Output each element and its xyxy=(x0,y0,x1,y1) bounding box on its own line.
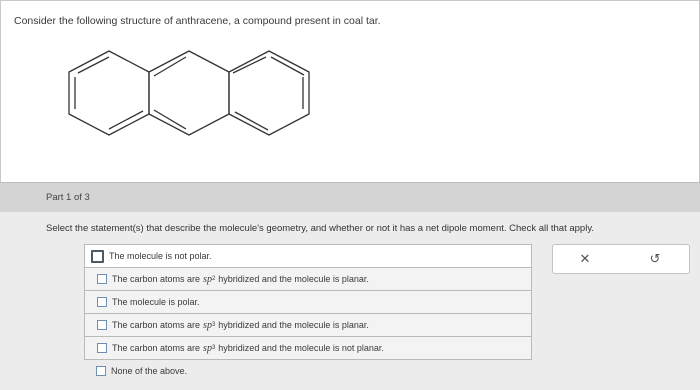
question-panel xyxy=(0,0,700,184)
part-label: Part 1 of 3 xyxy=(46,192,90,203)
option-polar[interactable] xyxy=(84,290,532,313)
option-sp3-planar[interactable] xyxy=(84,313,532,336)
checkbox[interactable] xyxy=(97,274,107,284)
option-not-polar[interactable] xyxy=(84,244,532,267)
option-hybrid-sp: sp xyxy=(203,273,212,285)
option-label-before: The carbon atoms are xyxy=(112,320,201,330)
option-hybrid-superscript: 3 xyxy=(211,322,216,328)
checkbox[interactable] xyxy=(97,343,107,353)
checkbox[interactable] xyxy=(97,297,107,307)
answer-tools xyxy=(552,244,690,274)
option-sp3-not-planar[interactable] xyxy=(84,336,532,360)
option-label-before: The carbon atoms are xyxy=(112,343,201,353)
option-label: None of the above. xyxy=(111,366,188,376)
anthracene-structure xyxy=(59,47,344,139)
option-label: The molecule is polar. xyxy=(112,297,200,307)
option-label-after: hybridized and the molecule is not planar. xyxy=(218,343,384,353)
option-label-before: The carbon atoms are xyxy=(112,274,201,284)
question-text: Consider the following structure of anthracene, a compound present in coal tar. xyxy=(14,15,381,27)
option-label-after: hybridized and the molecule is planar. xyxy=(218,320,369,330)
instruction-text: Select the statement(s) that describe the molecule's geometry, and whether or not it has a net dipole moment. Check all that apply. xyxy=(46,223,594,234)
checkbox[interactable] xyxy=(97,320,107,330)
answer-options xyxy=(84,244,532,382)
undo-icon[interactable]: ↺ xyxy=(649,251,661,266)
option-hybrid-sp: sp xyxy=(203,319,212,331)
option-label-after: hybridized and the molecule is planar. xyxy=(218,274,369,284)
option-none-of-the-above[interactable] xyxy=(84,360,532,382)
checkbox-checked[interactable] xyxy=(91,250,104,263)
part-header xyxy=(0,182,700,213)
option-sp2-planar[interactable] xyxy=(84,267,532,290)
option-hybrid-superscript: 3 xyxy=(211,345,216,351)
close-icon[interactable]: ✕ xyxy=(579,251,591,266)
checkbox[interactable] xyxy=(96,366,106,376)
option-hybrid-superscript: 2 xyxy=(211,276,216,282)
part-body xyxy=(0,212,700,390)
option-hybrid-sp: sp xyxy=(203,342,212,354)
option-label: The molecule is not polar. xyxy=(109,251,212,261)
